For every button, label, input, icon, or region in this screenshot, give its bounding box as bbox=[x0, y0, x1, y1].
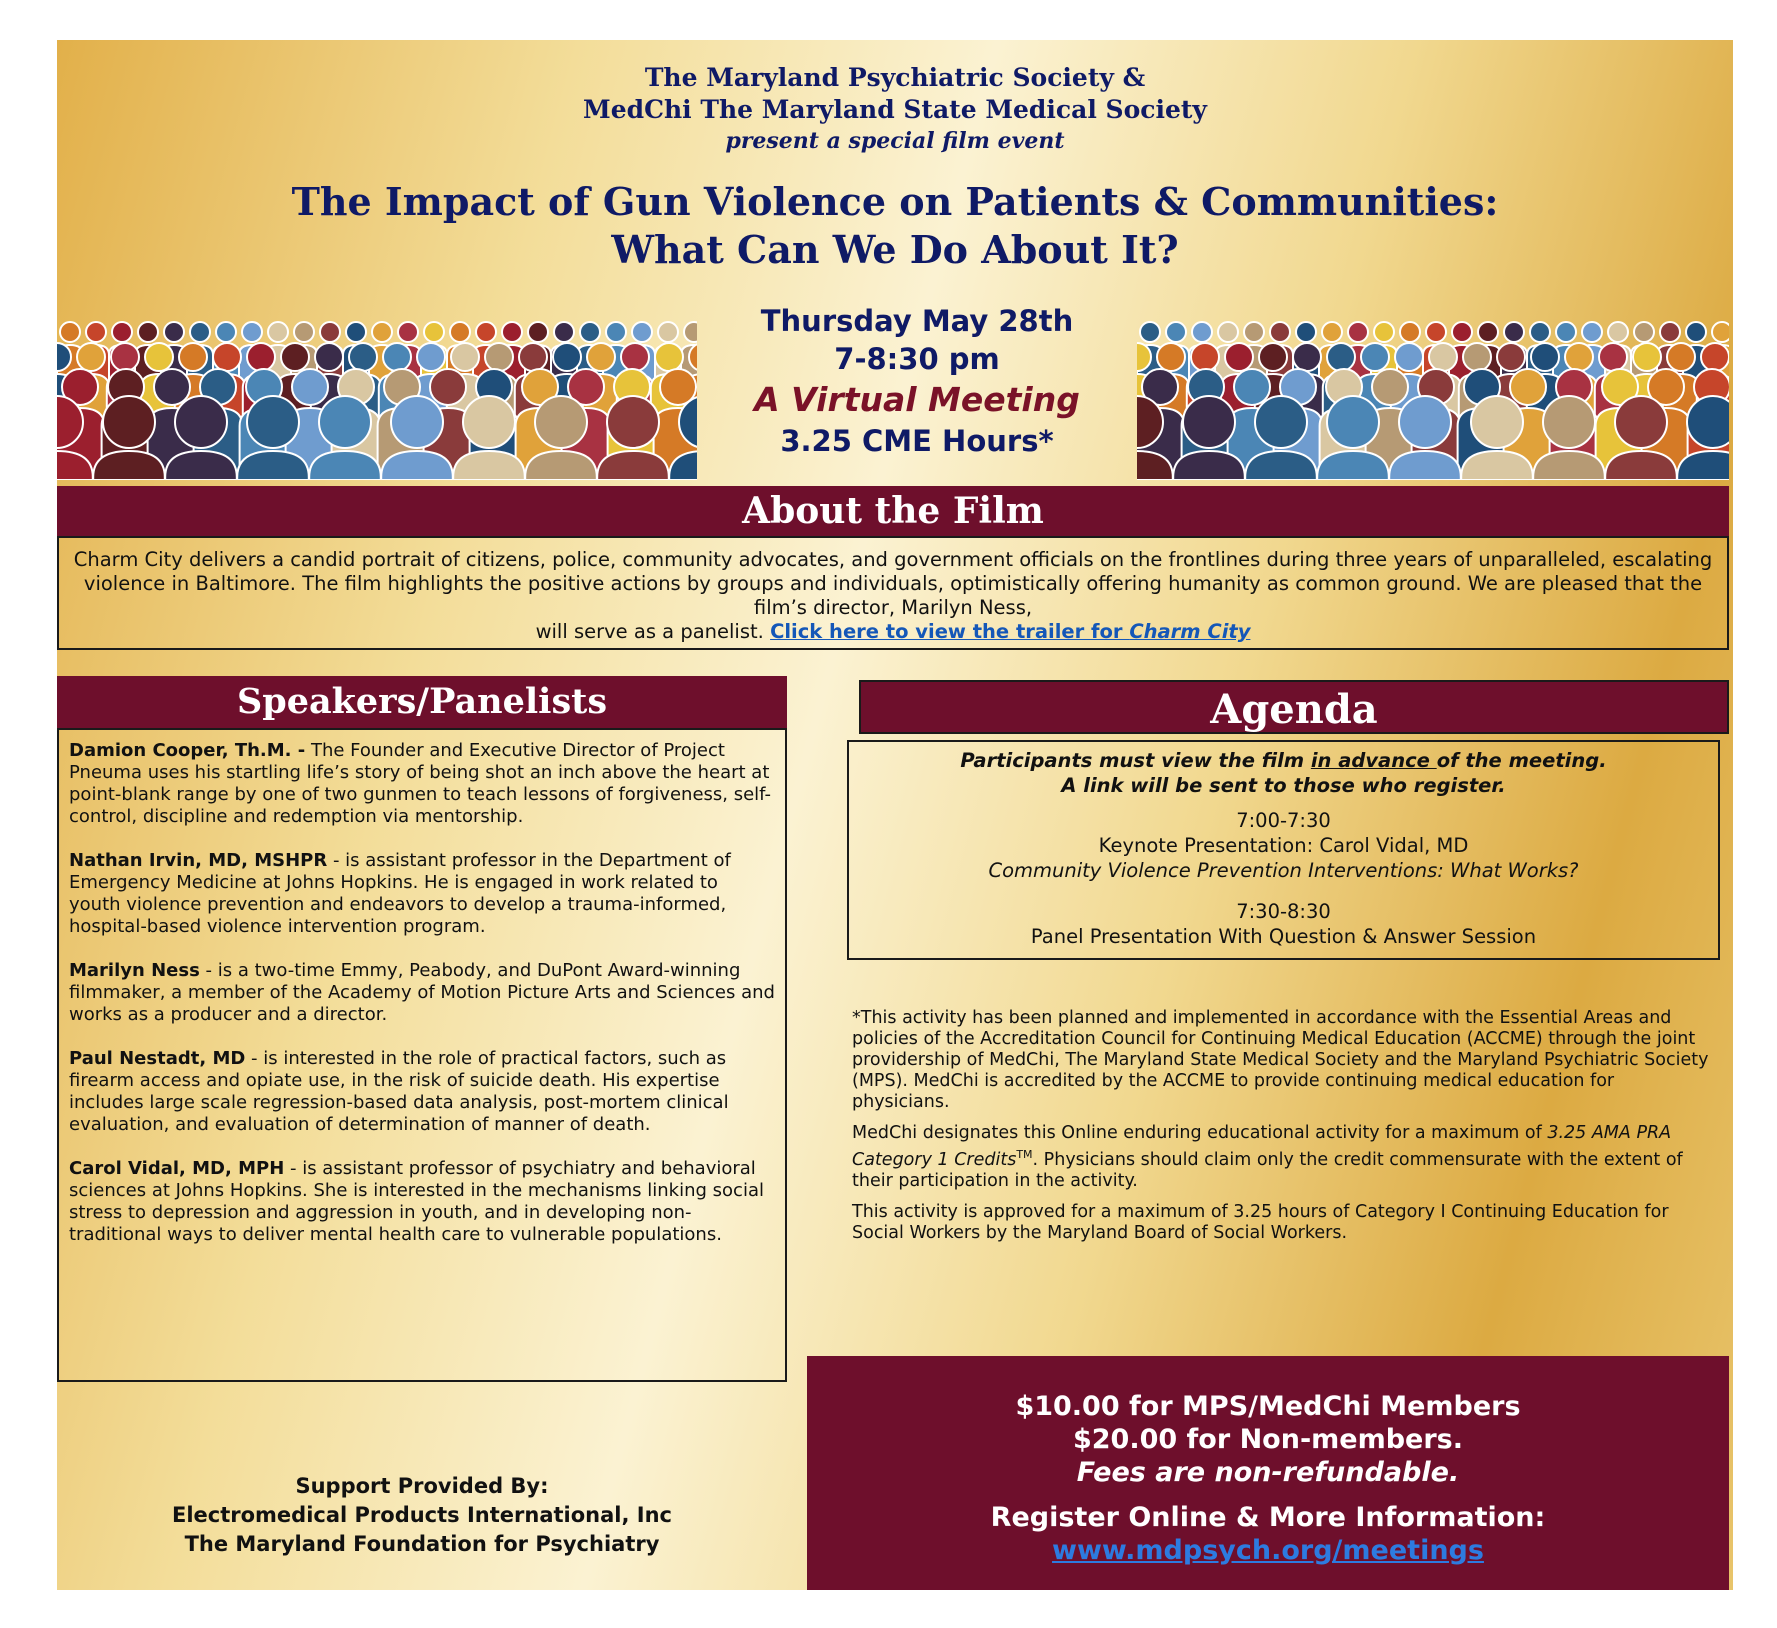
support-heading: Support Provided By: bbox=[295, 1474, 549, 1498]
crowd-graphic bbox=[1137, 302, 1729, 480]
about-text: Charm City delivers a candid portrait of citizens, police, community advocates, and government officials on the frontlines during three years of unparalleled, escalating violence in Baltimore. The film highlights the positive actions by groups and individuals, optimistically offering humanity as common ground. We are pleased that the film’s director, Marilyn Ness, bbox=[73, 548, 1713, 619]
speakers-box bbox=[57, 728, 787, 1382]
speaker-name: Marilyn Ness bbox=[69, 960, 200, 981]
support-sponsor-2: The Maryland Foundation for Psychiatry bbox=[184, 1532, 660, 1556]
event-date: Thursday May 28th bbox=[760, 304, 1074, 338]
event-cme: 3.25 CME Hours* bbox=[780, 424, 1054, 458]
speaker-entry bbox=[69, 1048, 775, 1136]
speaker-bio: - is interested in the role of practical factors, such as firearm access and opiate use, in the risk of suicide death. His expertise includes large scale regression-based data analysis, post-mortem clinical evaluation, and evaluation of determination of manner of death. bbox=[69, 1048, 729, 1135]
flyer bbox=[57, 40, 1733, 1590]
event-time: 7-8:30 pm bbox=[834, 342, 1000, 376]
agenda-note bbox=[849, 748, 1718, 773]
support-sponsor-1: Electromedical Products International, Inc bbox=[171, 1503, 672, 1527]
agenda-note-a: Participants must view the film bbox=[960, 749, 1311, 772]
agenda-item-2: Panel Presentation With Question & Answer Session bbox=[1030, 925, 1537, 948]
event-details bbox=[697, 302, 1137, 460]
agenda-note-b: of the meeting. bbox=[1436, 749, 1607, 772]
agenda-time-1: 7:00-7:30 bbox=[1236, 809, 1331, 832]
accreditation-p1: *This activity has been planned and implemented in accordance with the Essential Areas and policies of the Accreditation Council for Continuing Medical Education (ACCME) through the joint providership of MedChi, The Maryland State Medical Society and the Maryland Psychiatric Society (MPS). MedChi is accredited by the ACCME to provide continuing medical education for physicians. bbox=[852, 1008, 1709, 1112]
accreditation-p2 bbox=[852, 1123, 1712, 1192]
org-line-2: MedChi The Maryland State Medical Society bbox=[583, 95, 1207, 124]
support-credits bbox=[57, 1472, 787, 1559]
accreditation-statement bbox=[852, 1008, 1712, 1254]
member-price: $10.00 for MPS/MedChi Members bbox=[1015, 1391, 1521, 1422]
speaker-name: Carol Vidal, MD, MPH bbox=[69, 1158, 285, 1179]
trailer-link-film: Charm City bbox=[1129, 620, 1251, 643]
about-heading: About the Film bbox=[57, 486, 1729, 536]
speaker-name: Damion Cooper, Th.M. - bbox=[69, 740, 306, 761]
about-film-box bbox=[57, 536, 1729, 650]
register-label: Register Online & More Information: bbox=[990, 1502, 1546, 1533]
crowd-graphic bbox=[57, 302, 697, 480]
credit-designation: 3.25 AMA PRA Category 1 Credits bbox=[852, 1123, 1672, 1170]
speaker-bio: - is assistant professor of psychiatry and behavioral sciences at Johns Hopkins. She is interested in the mechanisms linking social stress to depression and aggression in youth, and in developing non-traditional ways to deliver mental health care to vulnerable populations. bbox=[69, 1158, 764, 1245]
agenda-item-1-subtitle: Community Violence Prevention Interventions: What Works? bbox=[988, 859, 1579, 882]
trademark: TM bbox=[1016, 1148, 1033, 1161]
register-link[interactable]: www.mdpsych.org/meetings bbox=[1052, 1535, 1484, 1566]
agenda-time-2: 7:30-8:30 bbox=[1236, 900, 1331, 923]
accreditation-p2-b: . Physicians should claim only the credit commensurate with the extent of their participation in the activity. bbox=[852, 1149, 1683, 1191]
speaker-name: Paul Nestadt, MD bbox=[69, 1048, 246, 1069]
trailer-link-label: Click here to view the trailer for bbox=[770, 620, 1130, 643]
nonmember-price: $20.00 for Non-members. bbox=[1072, 1424, 1464, 1455]
title-line-1: The Impact of Gun Violence on Patients & Communities: bbox=[291, 179, 1499, 224]
event-title bbox=[57, 178, 1733, 274]
accreditation-p3: This activity is approved for a maximum of 3.25 hours of Category I Continuing Education for Social Workers by the Maryland Board of Social Workers. bbox=[852, 1201, 1669, 1243]
speaker-entry bbox=[69, 1158, 775, 1246]
agenda-note-underlined: in advance bbox=[1310, 749, 1437, 772]
speaker-entry bbox=[69, 740, 775, 828]
accreditation-p2-a: MedChi designates this Online enduring educational activity for a maximum of bbox=[852, 1123, 1548, 1143]
agenda-box bbox=[847, 740, 1720, 960]
crowd-illustration-left bbox=[57, 302, 697, 480]
organizers bbox=[57, 62, 1733, 126]
speaker-name: Nathan Irvin, MD, MSHPR bbox=[69, 850, 328, 871]
speaker-bio: - is a two-time Emmy, Peabody, and DuPont Award-winning filmmaker, a member of the Academy of Motion Picture Arts and Sciences and works as a producer and a director. bbox=[69, 960, 775, 1025]
crowd-illustration-right bbox=[1137, 302, 1729, 480]
org-line-1: The Maryland Psychiatric Society & bbox=[644, 63, 1146, 92]
agenda-item-1: Keynote Presentation: Carol Vidal, MD bbox=[1098, 834, 1469, 857]
speakers-heading: Speakers/Panelists bbox=[57, 676, 787, 728]
speaker-entry bbox=[69, 850, 775, 938]
present-line: present a special film event bbox=[725, 128, 1065, 154]
event-format: A Virtual Meeting bbox=[754, 380, 1080, 419]
speaker-entry bbox=[69, 960, 775, 1026]
trailer-link[interactable] bbox=[770, 620, 1250, 643]
speaker-bio: - is assistant professor in the Department of Emergency Medicine at Johns Hopkins. He is engaged in work related to youth violence prevention and endeavors to develop a trauma-informed, hospital-based violence intervention program. bbox=[69, 850, 731, 937]
about-text-end: will serve as a panelist. bbox=[535, 620, 764, 643]
refund-policy: Fees are non-refundable. bbox=[1076, 1457, 1460, 1488]
agenda-note-2: A link will be sent to those who register. bbox=[1061, 774, 1506, 797]
agenda-heading: Agenda bbox=[859, 680, 1729, 734]
title-line-2: What Can We Do About It? bbox=[611, 227, 1179, 272]
pricing-panel bbox=[807, 1356, 1729, 1590]
speaker-bio: The Founder and Executive Director of Project Pneuma uses his startling life’s story of being shot an inch above the heart at point-blank range by one of two gunmen to teach lessons of forgiveness, self-control, discipline and redemption via mentorship. bbox=[69, 740, 772, 827]
